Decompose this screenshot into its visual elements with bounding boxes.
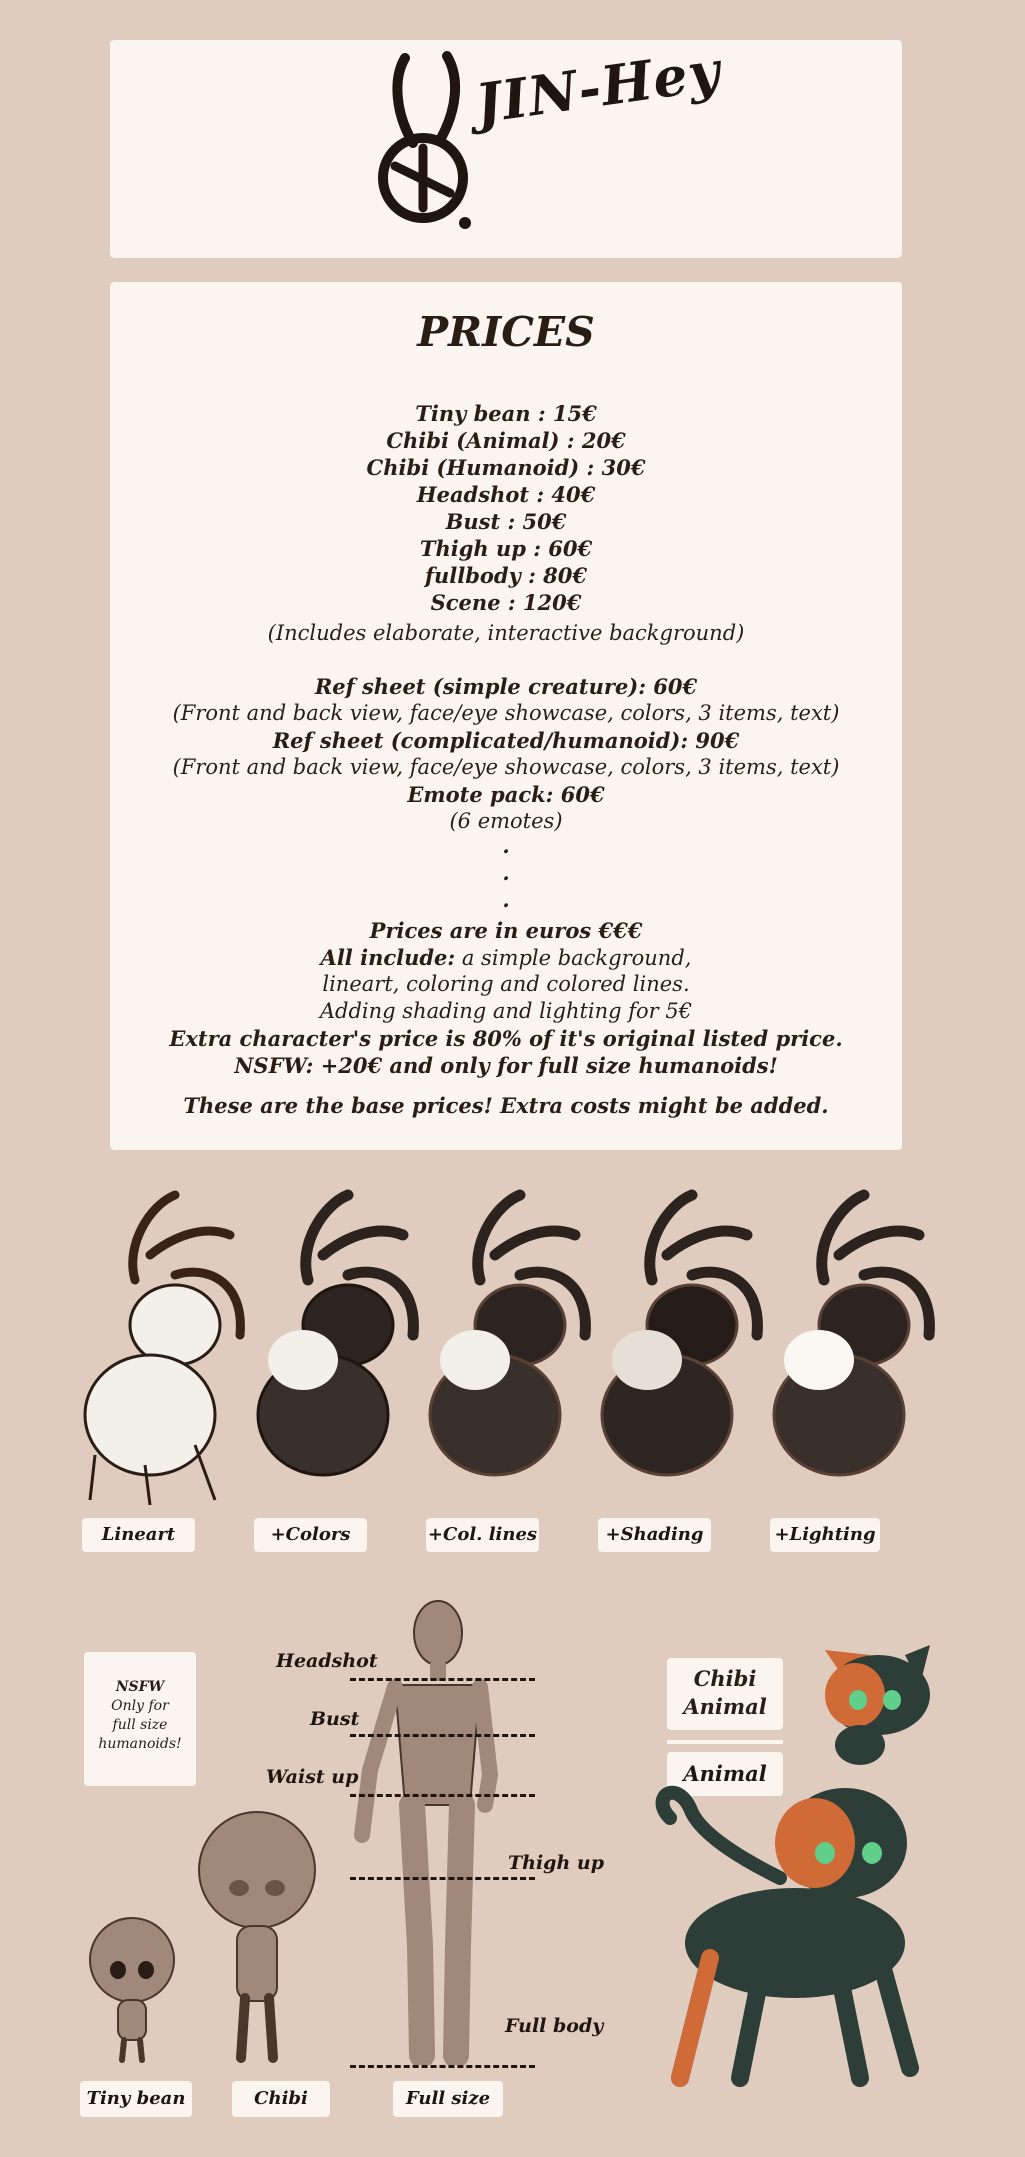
all-include-line	[110, 944, 902, 972]
price-item: Chibi (Humanoid) : 30€	[366, 455, 646, 480]
size-label-full-body: Full body	[505, 2015, 604, 2037]
all-include-text: a simple background,	[455, 946, 692, 970]
deer-illustration-colors	[228, 1185, 428, 1515]
bunny-logo-icon	[365, 48, 480, 243]
waist-up-guide-line	[350, 1794, 535, 1797]
size-label-thigh-up: Thigh up	[508, 1852, 604, 1874]
stage-label-shading: +Shading	[598, 1518, 711, 1552]
price-item: Tiny bean : 15€	[415, 401, 597, 426]
animal-tag: Animal	[667, 1752, 783, 1796]
nsfw-note-line: full size	[112, 1717, 168, 1733]
chibi-animal-tag-line: Chibi	[693, 1666, 757, 1691]
logo-wordmark: JIN-Hey	[471, 38, 725, 136]
extra-character-note: Extra character's price is 80% of it's original listed price.	[169, 1026, 843, 1051]
headshot-guide-line	[350, 1678, 535, 1681]
separator-dot: .	[502, 833, 510, 858]
emote-note: (6 emotes)	[449, 809, 563, 833]
stage-label-colors: +Colors	[254, 1518, 367, 1552]
price-item: Headshot : 40€	[416, 482, 596, 507]
price-item: Scene : 120€	[430, 590, 582, 615]
tag-divider	[667, 1740, 783, 1744]
tag-tiny-bean: Tiny bean	[80, 2081, 192, 2117]
nsfw-note-line: Only for	[111, 1698, 169, 1714]
chibi-animal-tag-line: Animal	[683, 1694, 767, 1719]
tag-full-size: Full size	[393, 2081, 503, 2117]
price-item: Thigh up : 60€	[419, 536, 593, 561]
ref-complicated-note: (Front and back view, face/eye showcase, colors, 3 items, text)	[172, 755, 840, 779]
base-prices-note: These are the base prices! Extra costs might be added.	[183, 1093, 829, 1118]
emote-pack: Emote pack: 60€	[407, 782, 605, 807]
stage-label-lighting: +Lighting	[770, 1518, 880, 1552]
tag-chibi: Chibi	[232, 2081, 330, 2117]
ref-complicated: Ref sheet (complicated/humanoid): 90€	[272, 728, 740, 753]
deer-illustration-lighting	[744, 1185, 944, 1515]
stage-label-colored-lines: +Col. lines	[426, 1518, 539, 1552]
price-item: Bust : 50€	[445, 509, 567, 534]
include-line-3: Adding shading and lighting for 5€	[319, 999, 693, 1023]
deer-illustration-lineart	[55, 1185, 255, 1515]
ref-simple-note: (Front and back view, face/eye showcase, colors, 3 items, text)	[172, 701, 840, 725]
thigh-up-guide-line	[350, 1877, 535, 1880]
all-include-label: All include:	[320, 945, 456, 970]
chibi-figure	[195, 1808, 320, 2066]
price-item: fullbody : 80€	[424, 563, 588, 588]
prices-title: PRICES	[417, 308, 595, 356]
size-label-bust: Bust	[310, 1708, 360, 1730]
include-line-2: lineart, coloring and colored lines.	[322, 972, 690, 996]
nsfw-note-title: NSFW	[115, 1679, 165, 1695]
separator-dot: .	[502, 860, 510, 885]
ref-simple: Ref sheet (simple creature): 60€	[314, 674, 698, 699]
animal-cat-illustration	[640, 1758, 960, 2088]
separator-dot: .	[502, 887, 510, 912]
chibi-cat-illustration	[810, 1640, 945, 1770]
full-body-guide-line	[350, 2065, 535, 2068]
tiny-bean-figure	[82, 1915, 182, 2065]
chibi-animal-tag	[667, 1665, 783, 1721]
bust-guide-line	[350, 1734, 535, 1737]
nsfw-price-note: NSFW: +20€ and only for full size humanoids!	[234, 1053, 778, 1078]
deer-illustration-colored-lines	[400, 1185, 600, 1515]
size-label-headshot: Headshot	[276, 1650, 378, 1672]
nsfw-note-line: humanoids!	[98, 1736, 182, 1752]
deer-illustration-shading	[572, 1185, 772, 1515]
scene-note: (Includes elaborate, interactive background)	[267, 621, 745, 645]
currency-note: Prices are in euros €€€	[369, 918, 643, 943]
size-label-waist-up: Waist up	[266, 1766, 359, 1788]
nsfw-note-text	[84, 1678, 196, 1754]
price-item: Chibi (Animal) : 20€	[386, 428, 626, 453]
stage-label-lineart: Lineart	[82, 1518, 195, 1552]
